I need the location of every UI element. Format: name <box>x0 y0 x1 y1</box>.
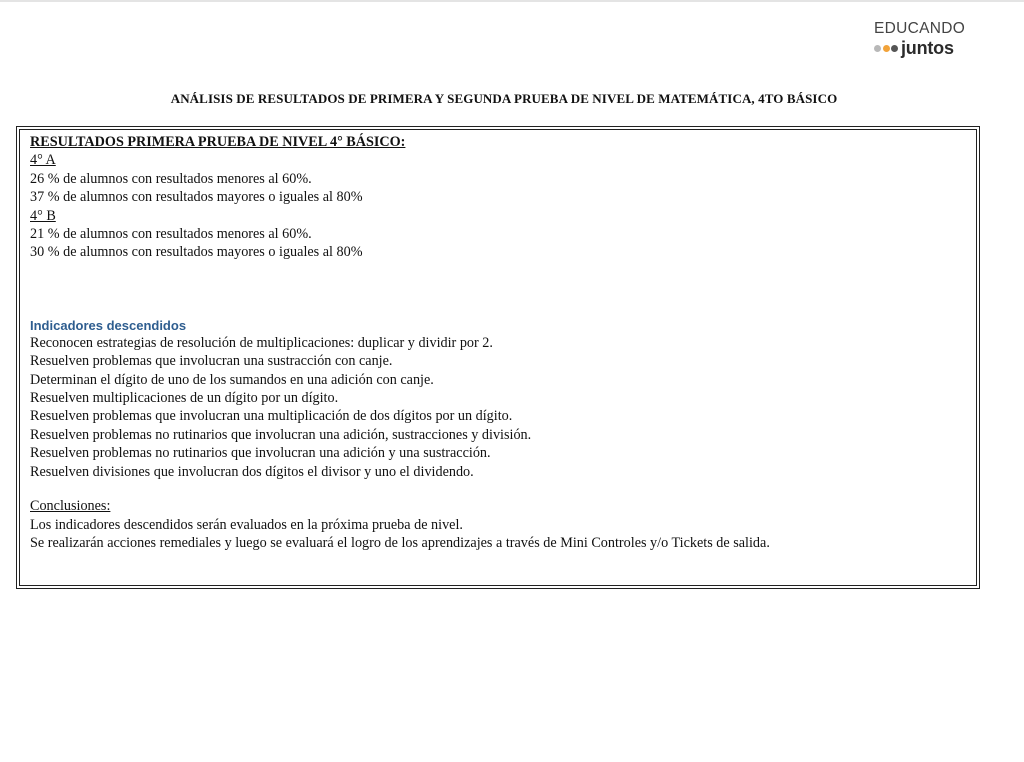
indicator-item: Resuelven multiplicaciones de un dígito por un dígito. <box>30 390 339 407</box>
logo-line1: EDUCANDO <box>874 20 966 37</box>
logo-bottom-row <box>874 38 974 58</box>
conclusion-item: Los indicadores descendidos serán evaluados en la próxima prueba de nivel. <box>30 516 463 533</box>
educando-juntos-logo <box>874 20 974 58</box>
logo-dot-3 <box>891 45 898 52</box>
results-content <box>30 133 966 552</box>
results-box-inner <box>19 129 977 586</box>
conclusions-heading: Conclusiones: <box>30 498 111 515</box>
indicator-item: Resuelven problemas no rutinarios que involucran una adición, sustracciones y división. <box>30 426 532 443</box>
indicators-heading: Indicadores descendidos <box>30 317 187 333</box>
group-4a-line-2: 37 % de alumnos con resultados mayores o iguales al 80% <box>30 189 363 206</box>
page-top-rule <box>0 0 1024 2</box>
group-name-4a: 4° A <box>30 152 56 169</box>
logo-dot-2 <box>883 45 890 52</box>
document-title: ANÁLISIS DE RESULTADOS DE PRIMERA Y SEGUNDA PRUEBA DE NIVEL DE MATEMÁTICA, 4TO BÁSICO <box>170 91 838 106</box>
indicator-item: Determinan el dígito de uno de los sumandos en una adición con canje. <box>30 371 434 388</box>
indicator-item: Resuelven problemas que involucran una multiplicación de dos dígitos por un dígito. <box>30 408 513 425</box>
conclusion-item: Se realizarán acciones remediales y luego se evaluará el logro de los aprendizajes a través de Mini Controles y/o Tickets de salida. <box>30 534 770 551</box>
group-4b-line-1: 21 % de alumnos con resultados menores al 60%. <box>30 226 312 243</box>
results-box <box>16 126 980 589</box>
group-name-4b: 4° B <box>30 207 56 224</box>
indicator-item: Resuelven problemas no rutinarios que involucran una adición y una sustracción. <box>30 445 491 462</box>
logo-line2: juntos <box>901 38 954 58</box>
indicator-item: Resuelven divisiones que involucran dos dígitos el divisor y uno el dividendo. <box>30 463 474 480</box>
indicator-item: Resuelven problemas que involucran una sustracción con canje. <box>30 353 393 370</box>
results-heading: RESULTADOS PRIMERA PRUEBA DE NIVEL 4° BÁSICO: <box>30 134 406 150</box>
logo-dot-1 <box>874 45 881 52</box>
indicator-item: Reconocen estrategias de resolución de multiplicaciones: duplicar y dividir por 2. <box>30 334 493 351</box>
logo-dots-icon <box>874 45 898 52</box>
group-4a-line-1: 26 % de alumnos con resultados menores al 60%. <box>30 170 312 187</box>
group-4b-line-2: 30 % de alumnos con resultados mayores o iguales al 80% <box>30 244 363 261</box>
